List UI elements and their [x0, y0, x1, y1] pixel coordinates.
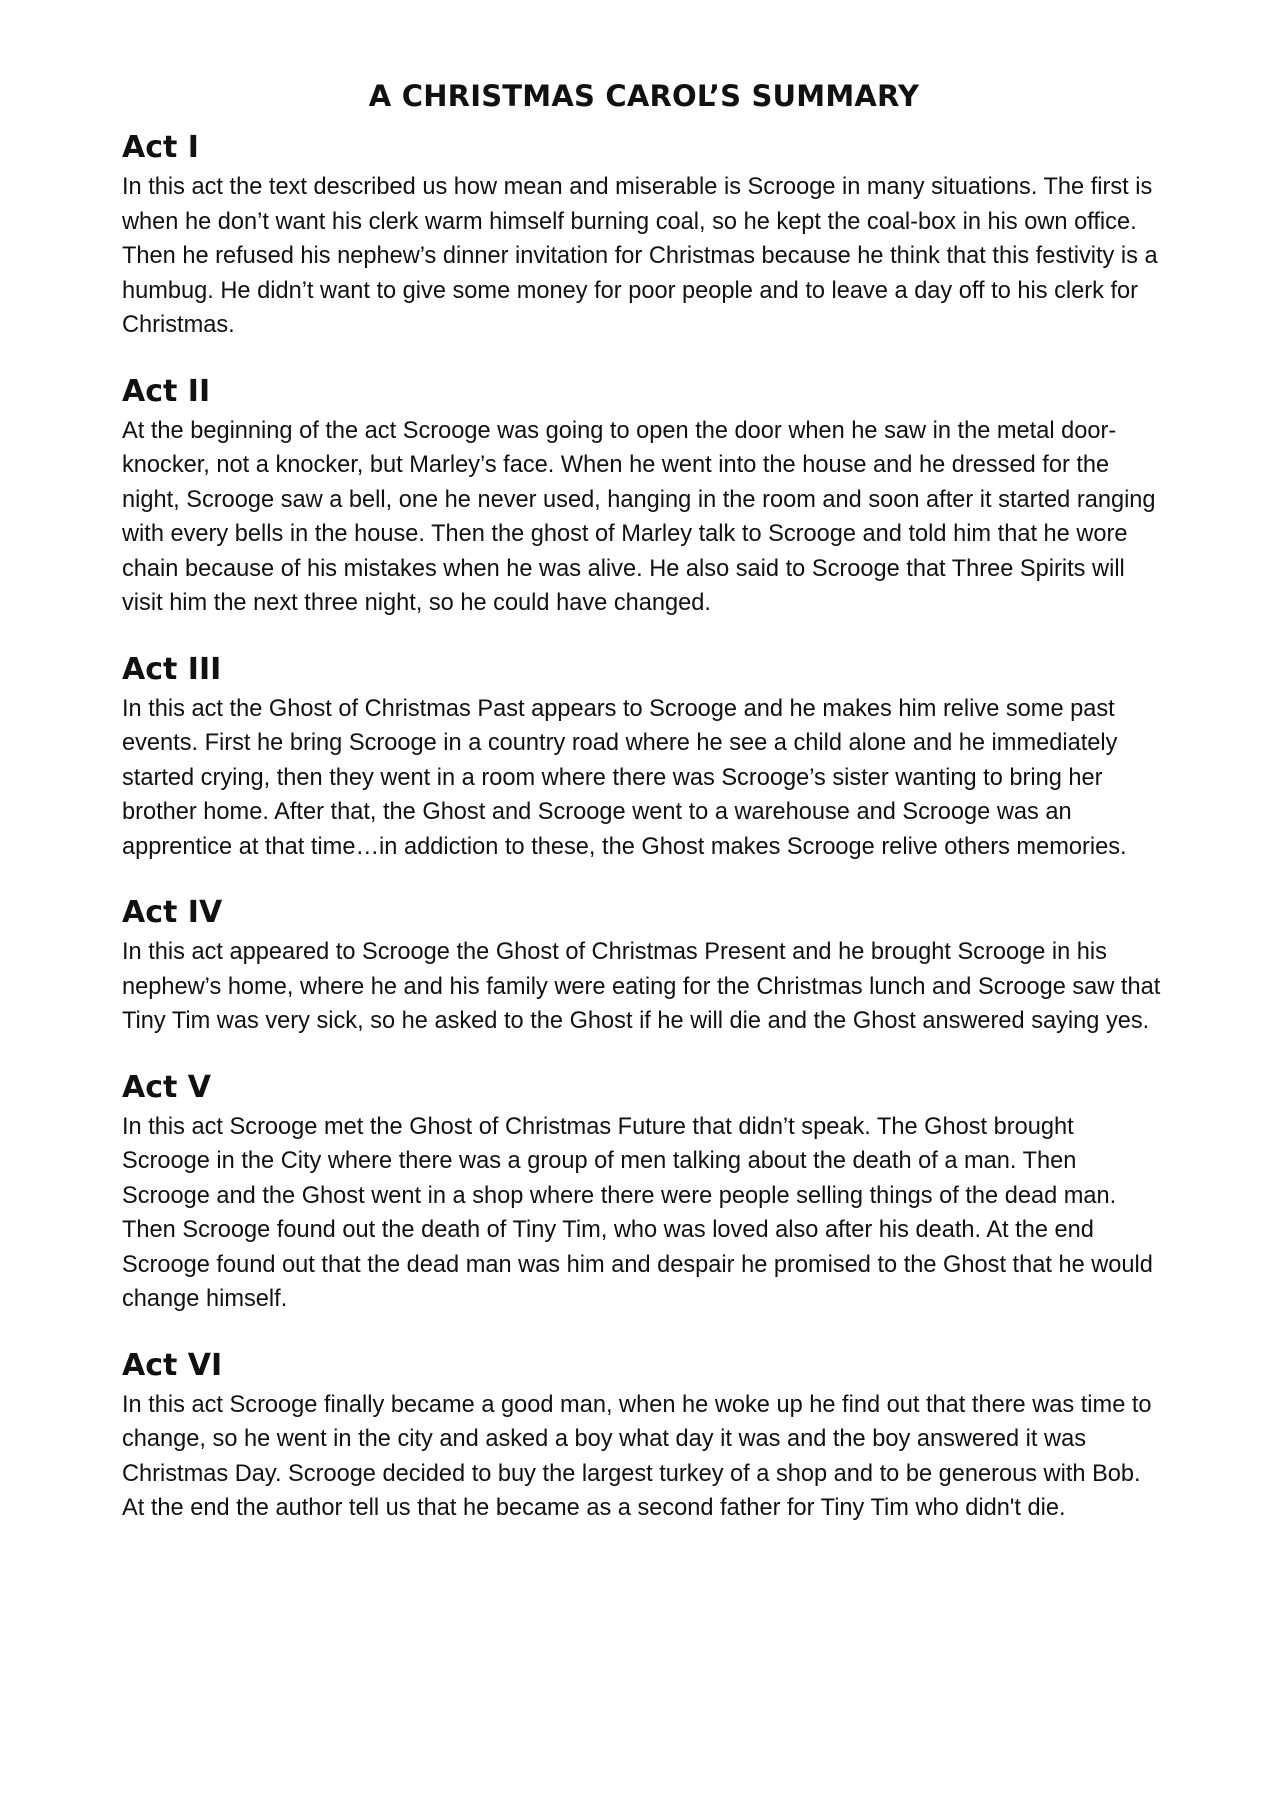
- act-heading: Act III: [122, 651, 222, 687]
- act-heading: Act IV: [122, 895, 223, 930]
- act-heading: Act II: [122, 373, 211, 409]
- act-section-5: [122, 1070, 1166, 1317]
- act-section-6: [122, 1348, 1166, 1526]
- document-title: A CHRISTMAS CAROL’S SUMMARY: [368, 79, 920, 113]
- act-paragraph: In this act Scrooge finally became a good man, when he woke up he find out that there was time to change, so he went in the city and asked a boy what day it was and the boy answered it was Christmas Day. Scrooge decided to buy the largest turkey of a shop and to be generous with Bob. At the end the author tell us that he became as a second father for Tiny Tim who didn't die.: [122, 1391, 1152, 1521]
- act-section-2: [122, 374, 1166, 621]
- act-heading: Act VI: [122, 1347, 223, 1383]
- act-paragraph: In this act the text described us how mean and miserable is Scrooge in many situations. The first is when he don’t want his clerk warm himself burning coal, so he kept the coal-box in his own office. Then he refused his nephew’s dinner invitation for Christmas because he think that this festivity is a humbug. He didn’t want to give some money for poor people and to leave a day off to his clerk for Christmas.: [122, 174, 1158, 338]
- act-paragraph: In this act the Ghost of Christmas Past appears to Scrooge and he makes him relive some past events. First he bring Scrooge in a country road where he see a child alone and he immediately started crying, then they went in a room where there was Scrooge’s sister wanting to bring her brother home. After that, the Ghost and Scrooge went to a warehouse and Scrooge was an apprentice at that time…in addiction to these, the Ghost makes Scrooge relive others memories.: [122, 695, 1127, 860]
- act-heading: Act I: [122, 130, 199, 165]
- act-section-1: [122, 130, 1166, 343]
- act-section-3: [122, 652, 1166, 865]
- act-section-4: [122, 895, 1166, 1039]
- act-paragraph: At the beginning of the act Scrooge was going to open the door when he saw in the metal door-knocker, not a knocker, but Marley’s face. When he went into the house and he dressed for the night, Scrooge saw a bell, one he never used, hanging in the room and soon after it started ranging with every bells in the house. Then the ghost of Marley talk to Scrooge and told him that he wore chain because of his mistakes when he was alive. He also said to Scrooge that Three Spirits will visit him the next three night, so he could have changed.: [122, 417, 1156, 616]
- act-paragraph: In this act Scrooge met the Ghost of Christmas Future that didn’t speak. The Ghost brought Scrooge in the City where there was a group of men talking about the death of a man. Then Scrooge and the Ghost went in a shop where there were people selling things of the dead man. Then Scrooge found out the death of Tiny Tim, who was loved also after his death. At the end Scrooge found out that the dead man was him and despair he promised to the Ghost that he would change himself.: [122, 1113, 1153, 1312]
- act-heading: Act V: [122, 1069, 212, 1105]
- act-paragraph: In this act appeared to Scrooge the Ghost of Christmas Present and he brought Scrooge in his nephew’s home, where he and his family were eating for the Christmas lunch and Scrooge saw that Tiny Tim was very sick, so he asked to the Ghost if he will die and the Ghost answered saying yes.: [122, 939, 1161, 1034]
